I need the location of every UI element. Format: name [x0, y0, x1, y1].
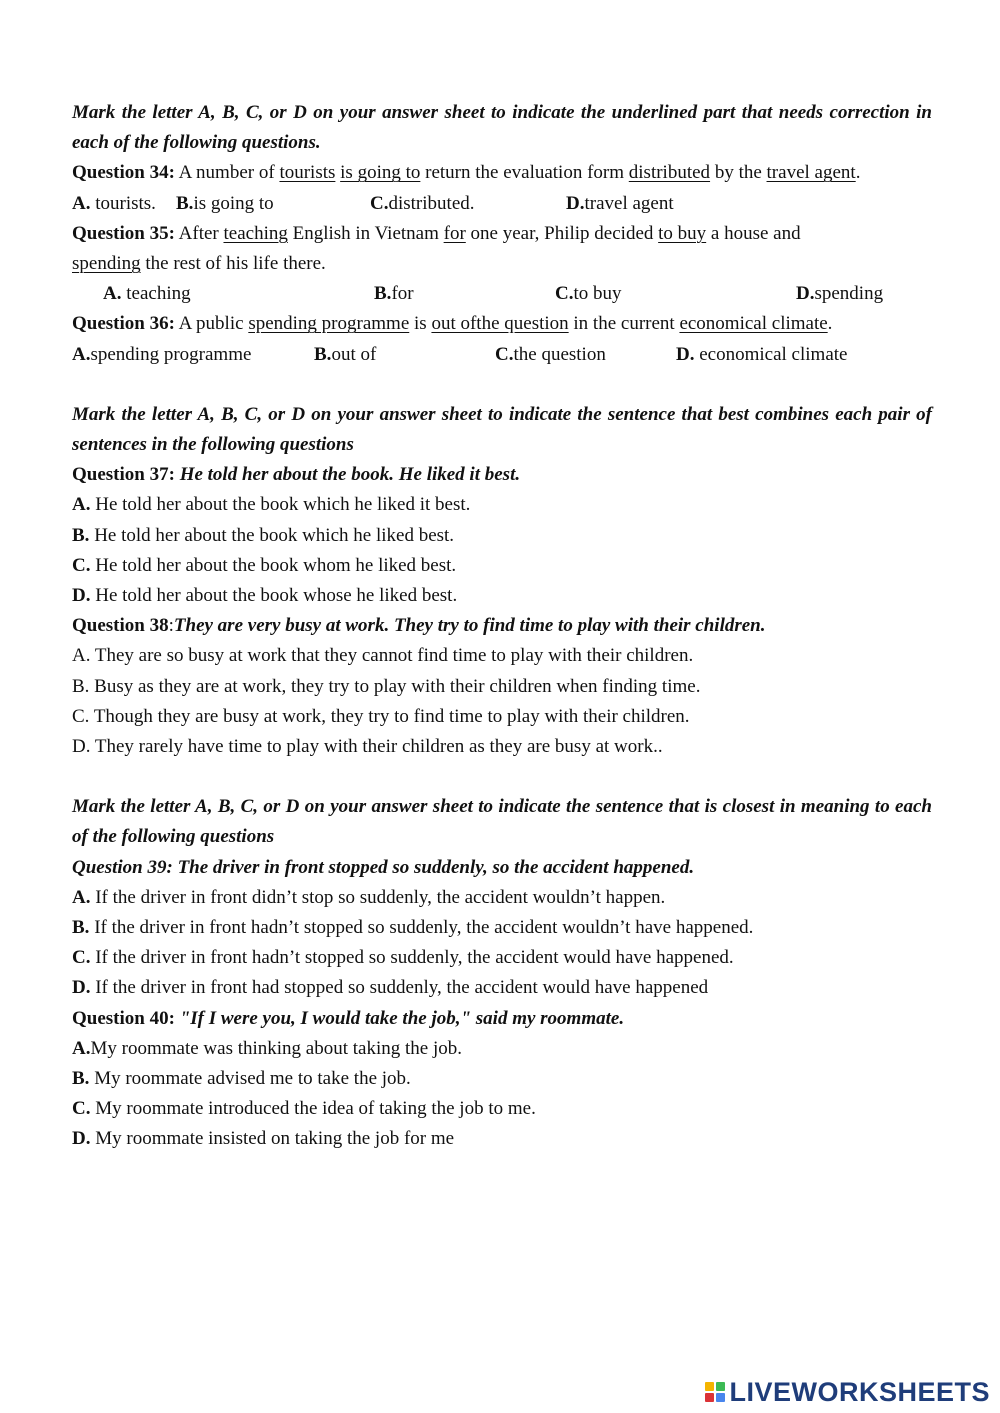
question-prompt: He told her about the book. He liked it best. [179, 464, 521, 486]
liveworksheets-logo[interactable] [705, 1376, 990, 1408]
logo-square [705, 1393, 714, 1402]
option-c[interactable]: C.to buy [555, 283, 622, 305]
option-c[interactable]: C. Though they are busy at work, they try to find time to play with their children. [72, 705, 690, 727]
question-label: Question 37: [72, 464, 180, 486]
underlined-part: tourists [279, 162, 336, 184]
option-d[interactable]: D. If the driver in front had stopped so suddenly, the accident would have happened [72, 977, 709, 999]
option-a[interactable]: A. He told her about the book which he liked it best. [72, 494, 471, 516]
option-d[interactable]: D.spending [796, 283, 884, 305]
underlined-part: for [443, 222, 466, 244]
logo-square [716, 1382, 725, 1391]
underlined-part: out ofthe question [431, 313, 569, 335]
option-b[interactable]: B.out of [314, 343, 377, 365]
logo-square [716, 1393, 725, 1402]
option-c[interactable]: C.the question [495, 343, 606, 365]
question-label: Question 34: [72, 162, 175, 184]
option-b[interactable]: B. My roommate advised me to take the job. [72, 1068, 411, 1090]
underlined-part: spending programme [248, 313, 410, 335]
option-a[interactable]: A.spending programme [72, 343, 252, 365]
q35-options [72, 279, 932, 309]
q36-options [72, 340, 932, 370]
question-label: Question 35: [72, 222, 175, 244]
brand-text: LIVEWORKSHEETS [729, 1376, 990, 1407]
option-d[interactable]: D. My roommate insisted on taking the job for me [72, 1128, 455, 1150]
option-b[interactable]: B. Busy as they are at work, they try to play with their children when finding time. [72, 675, 701, 697]
question-35-cont: spending the rest of his life there. [72, 253, 326, 274]
section2-instruction: Mark the letter A, B, C, or D on your answer sheet to indicate the sentence that best combines each pair of sentences in the following questions [72, 403, 932, 455]
underlined-part: spending [72, 253, 141, 274]
underlined-part: teaching [223, 222, 288, 244]
question-40 [72, 1004, 932, 1034]
option-b[interactable]: B. He told her about the book which he liked best. [72, 524, 455, 546]
option-d[interactable]: D. They rarely have time to play with their children as they are busy at work.. [72, 736, 663, 758]
option-a[interactable]: A. If the driver in front didn’t stop so suddenly, the accident wouldn’t happen. [72, 886, 666, 908]
option-c[interactable]: C.distributed. [370, 192, 475, 214]
underlined-part: distributed [628, 162, 711, 184]
logo-square [705, 1382, 714, 1391]
question-39: Question 39: The driver in front stopped so suddenly, so the accident happened. [72, 856, 695, 878]
question-38: Question 38:They are very busy at work. They try to find time to play with their children. [72, 615, 766, 637]
section3-instruction: Mark the letter A, B, C, or D on your answer sheet to indicate the sentence that is closest in meaning to each of the following questions [72, 796, 932, 848]
option-b[interactable]: B.is going to [176, 192, 274, 214]
question-label: Question 40: [72, 1007, 180, 1029]
option-c[interactable]: C. My roommate introduced the idea of taking the job to me. [72, 1098, 536, 1120]
option-a[interactable]: A. They are so busy at work that they cannot find time to play with their children. [72, 645, 694, 667]
option-d[interactable]: D. economical climate [676, 343, 848, 365]
question-35: Question 35: After teaching English in Vietnam for one year, Philip decided to buy a house and [72, 222, 801, 244]
option-c[interactable]: C. He told her about the book whom he liked best. [72, 554, 457, 576]
option-d[interactable]: D.travel agent [566, 192, 674, 214]
option-a[interactable]: A. teaching [103, 283, 191, 305]
question-36: Question 36: A public spending programme is out ofthe question in the current economical climate. [72, 313, 833, 335]
underlined-part: to buy [658, 222, 707, 244]
question-prompt: "If I were you, I would take the job," said my roommate. [179, 1007, 625, 1029]
option-b[interactable]: B. If the driver in front hadn’t stopped so suddenly, the accident wouldn’t have happened. [72, 917, 754, 939]
question-34: Question 34: A number of tourists is going to return the evaluation form distributed by the travel agent. [72, 162, 861, 184]
option-c[interactable]: C. If the driver in front hadn’t stopped so suddenly, the accident would have happened. [72, 947, 734, 969]
logo-squares-icon [705, 1382, 725, 1402]
option-b[interactable]: B.for [374, 283, 414, 305]
question-label: Question 38 [72, 615, 169, 637]
underlined-part: travel agent [766, 162, 856, 184]
section1-instruction: Mark the letter A, B, C, or D on your answer sheet to indicate the underlined part that needs correction in each of the following questions. [72, 102, 932, 154]
question-label: Question 36: [72, 313, 175, 335]
underlined-part: economical climate [679, 313, 828, 335]
worksheet-page [72, 98, 932, 1155]
underlined-part: is going to [340, 162, 421, 184]
question-37 [72, 460, 932, 490]
q34-options [72, 189, 932, 219]
option-d[interactable]: D. He told her about the book whose he liked best. [72, 585, 458, 606]
option-a[interactable]: A. tourists. [72, 192, 156, 214]
option-a[interactable]: A.My roommate was thinking about taking the job. [72, 1037, 462, 1059]
question-prompt: They are very busy at work. They try to find time to play with their children. [173, 615, 766, 637]
